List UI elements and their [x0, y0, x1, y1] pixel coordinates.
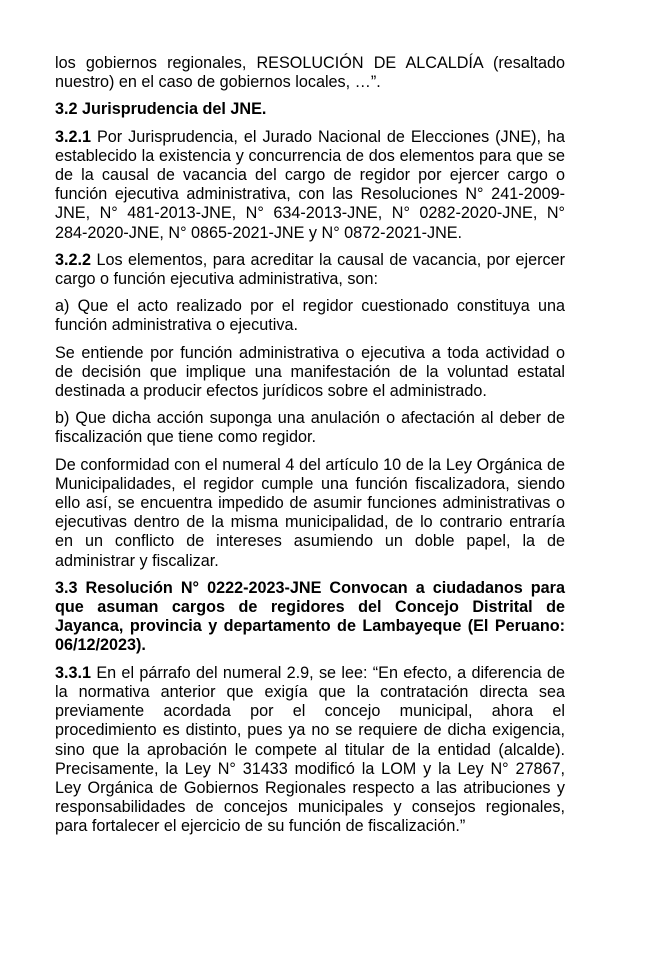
paragraph-definition: Se entiende por función administrativa o ejecutiva a toda actividad o de decisión que implique una manifestación de la voluntad estatal destinada a producir efectos jurídicos sobre el administrado.	[55, 343, 565, 401]
list-item-b: b) Que dicha acción suponga una anulación o afectación al deber de fiscalización que tiene como regidor.	[55, 409, 565, 447]
paragraph-text: Por Jurisprudencia, el Jurado Nacional de Elecciones (JNE), ha establecido la existencia y concurrencia de dos elementos para que se de la causal de vacancia del cargo de regidor por ejercer cargo o función ejecutiva administrativa, con las Resoluciones N° 241-2009-JNE, N° 481-2013-JNE, N° 634-2013-JNE, N° 0282-2020-JNE, N° 284-2020-JNE, N° 0865-2021-JNE y N° 0872-2021-JNE.	[55, 127, 565, 242]
paragraph-conformidad: De conformidad con el numeral 4 del artículo 10 de la Ley Orgánica de Municipalidades, el regidor cumple una función fiscalizadora, siendo ello así, se encuentra impedido de asumir funciones administrativas o ejecutivas dentro de la misma municipalidad, de lo contrario entraría en un conflicto de intereses asumiendo un doble papel, la de administrar y fiscalizar.	[55, 455, 565, 570]
paragraph-number: 3.2.2	[55, 250, 92, 269]
paragraph-3-2-2	[55, 251, 565, 289]
document-page	[55, 54, 565, 845]
paragraph-text: Los elementos, para acreditar la causal de vacancia, por ejercer cargo o función ejecutiva administrativa, son:	[55, 250, 565, 289]
paragraph-number: 3.3.1	[55, 663, 92, 682]
paragraph-3-2-1	[55, 128, 565, 243]
section-heading-3-2: 3.2 Jurisprudencia del JNE.	[55, 100, 267, 119]
paragraph-text: En el párrafo del numeral 2.9, se lee: “En efecto, a diferencia de la normativa anterior que exigía que la contratación directa sea previamente acordada por el concejo municipal, ahora el procedimiento es distinto, pues ya no se requiere de dicha exigencia, sino que la aprobación le compete al titular de la entidad (alcalde). Precisamente, la Ley N° 31433 modificó la LOM y la Ley N° 27867, Ley Orgánica de Gobiernos Regionales respecto a las atribuciones y responsabilidades de concejos municipales y consejos regionales, para fortalecer el ejercicio de su función de fiscalización.”	[55, 663, 565, 836]
list-item-a: a) Que el acto realizado por el regidor cuestionado constituya una función administrativa o ejecutiva.	[55, 297, 565, 335]
section-heading-3-3: 3.3 Resolución N° 0222-2023-JNE Convocan a ciudadanos para que asuman cargos de regidores del Concejo Distrital de Jayanca, provincia y departamento de Lambayeque (El Peruano: 06/12/2023).	[55, 578, 565, 655]
paragraph-3-3-1	[55, 664, 565, 837]
paragraph-continuation: los gobiernos regionales, RESOLUCIÓN DE ALCALDÍA (resaltado nuestro) en el caso de gobiernos locales, …”.	[55, 54, 565, 92]
paragraph-number: 3.2.1	[55, 127, 92, 146]
